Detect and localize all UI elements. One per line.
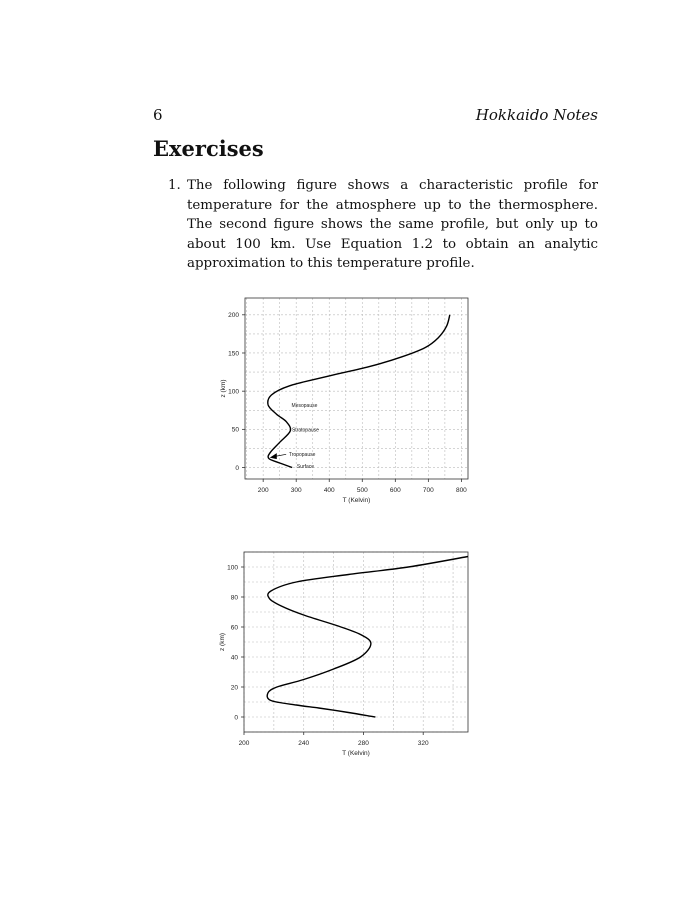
y-tick-label: 60 [230,624,238,632]
y-tick-label: 200 [228,312,239,320]
page-number: 6 [153,106,163,124]
y-axis-label: z (km) [220,379,227,398]
annotation-label: Tropopause [288,451,316,458]
x-tick-label: 600 [389,487,401,494]
annotation-label: Surface [296,464,315,471]
annotation-label: Stratopause [291,427,319,434]
x-tick-label: 240 [298,740,310,747]
x-tick-label: 300 [290,487,302,494]
y-tick-label: 150 [228,350,239,358]
x-axis-label: T (Kelvin) [342,750,370,757]
y-tick-label: 0 [235,464,239,472]
plot-frame [244,552,468,732]
x-tick-label: 400 [323,487,335,494]
y-tick-label: 80 [230,594,238,602]
tropopause-arrow-line [274,454,286,456]
running-head: Hokkaido Notes [475,106,598,124]
x-axis-label: T (Kelvin) [342,497,371,504]
plot-frame [245,298,468,479]
x-tick-label: 200 [238,740,250,747]
y-tick-label: 100 [228,388,239,396]
exercise-text: The following figure shows a characteristic profile for temperature for the atmosphere up to the thermosphere. The second figure shows the same profile, but only up to about 100 km. Use Equation 1.2 to obtain an analytic approximation to this temperature profile. [187,178,598,271]
y-tick-label: 50 [231,426,239,434]
tropopause-arrow-head [270,453,277,459]
x-tick-label: 200 [257,487,269,494]
x-tick-label: 280 [358,740,369,747]
x-tick-label: 800 [455,487,467,494]
y-tick-label: 100 [227,564,238,572]
temperature-profile-line [268,315,450,471]
y-axis-label: z (km) [219,632,226,652]
y-tick-label: 0 [234,714,238,722]
y-tick-label: 20 [230,684,238,692]
x-tick-label: 700 [422,487,434,494]
x-tick-label: 500 [356,487,368,494]
exercise-item [168,176,598,274]
annotation-label: Mesopause [291,402,318,409]
section-title: Exercises [153,136,264,161]
exercise-number: 1. [168,178,181,193]
temperature-profile-line [267,557,468,718]
x-tick-label: 320 [417,740,429,747]
y-tick-label: 40 [230,654,238,662]
